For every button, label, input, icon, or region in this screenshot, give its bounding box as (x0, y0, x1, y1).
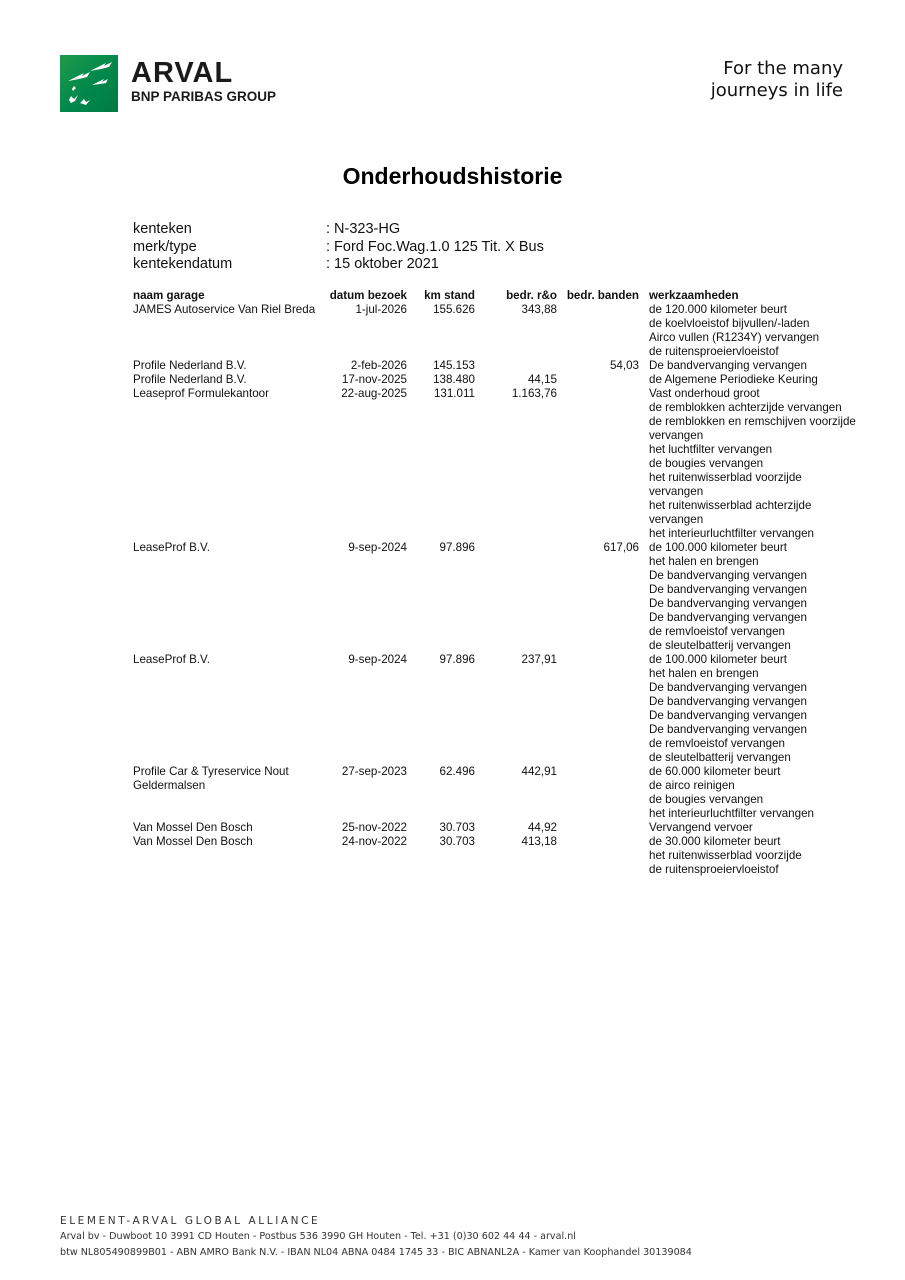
work-item: De bandvervanging vervangen (649, 681, 807, 694)
vehicle-info-value: : N-323-HG (326, 221, 401, 237)
work-item: het halen en brengen (649, 555, 759, 568)
work-item: De bandvervanging vervangen (649, 359, 807, 372)
brand-subtitle: BNP PARIBAS GROUP (131, 89, 277, 104)
header-km: km stand (424, 289, 475, 302)
work-item: vervangen (649, 513, 704, 526)
work-item: de remvloeistof vervangen (649, 625, 785, 638)
cell-garage: Van Mossel Den Bosch (133, 821, 253, 834)
vehicle-info-value: : 15 oktober 2021 (326, 256, 439, 272)
cell-km: 97.896 (439, 541, 475, 554)
cell-ro: 44,15 (527, 373, 557, 386)
work-item: het ruitenwisserblad voorzijde (649, 471, 802, 484)
table-row (133, 303, 873, 359)
cell-date: 24-nov-2022 (341, 835, 407, 848)
cell-garage: Leaseprof Formulekantoor (133, 387, 269, 400)
table-row (133, 765, 873, 821)
work-item: de 120.000 kilometer beurt (649, 303, 787, 316)
work-item: de sleutelbatterij vervangen (649, 639, 791, 652)
cell-date: 2-feb-2026 (350, 359, 407, 372)
footer-bank: btw NL805490899B01 - ABN AMRO Bank N.V. - IBAN NL04 ABNA 0484 1745 33 - BIC ABNANL2A - Kamer van Koophandel 30139084 (60, 1247, 692, 1258)
vehicle-info-label: kentekendatum (133, 256, 233, 272)
cell-km: 155.626 (433, 303, 475, 316)
work-item: Vast onderhoud groot (649, 387, 760, 400)
vehicle-info-label: kenteken (133, 221, 192, 237)
cell-ro: 1.163,76 (511, 387, 557, 400)
work-item: de 30.000 kilometer beurt (649, 835, 781, 848)
work-item: vervangen (649, 429, 704, 442)
cell-werkzaamheden (649, 821, 877, 835)
work-item: de koelvloeistof bijvullen/-laden (649, 317, 810, 330)
cell-km: 138.480 (433, 373, 475, 386)
footer-address: Arval bv - Duwboot 10 3991 CD Houten - Postbus 536 3990 GH Houten - Tel. +31 (0)30 602 44 44 - arval.nl (60, 1231, 576, 1242)
work-item: de ruitensproeiervloeistof (649, 863, 779, 876)
work-item: De bandvervanging vervangen (649, 583, 807, 596)
header-werk: werkzaamheden (649, 289, 739, 302)
table-body (133, 303, 873, 877)
work-item: De bandvervanging vervangen (649, 611, 807, 624)
cell-werkzaamheden (649, 765, 877, 821)
vehicle-info-label: merk/type (133, 238, 197, 255)
cell-werkzaamheden (649, 653, 877, 765)
work-item: het ruitenwisserblad achterzijde (649, 499, 812, 512)
cell-ro: 44,92 (527, 821, 557, 834)
cell-garage: LeaseProf B.V. (133, 541, 210, 554)
cell-banden: 54,03 (609, 359, 639, 372)
page-title: Onderhoudshistorie (342, 163, 563, 189)
cell-date: 1-jul-2026 (355, 303, 407, 316)
footer (60, 1214, 692, 1261)
cell-werkzaamheden (649, 303, 877, 359)
cell-werkzaamheden (649, 541, 877, 653)
work-item: vervangen (649, 485, 704, 498)
work-item: het interieurluchtfilter vervangen (649, 807, 814, 820)
cell-km: 62.496 (439, 765, 475, 778)
work-item: de remvloeistof vervangen (649, 737, 785, 750)
work-item: het ruitenwisserblad voorzijde (649, 849, 802, 862)
work-item: De bandvervanging vervangen (649, 597, 807, 610)
cell-garage: JAMES Autoservice Van Riel Breda (133, 303, 316, 316)
table-row (133, 373, 873, 387)
cell-km: 131.011 (433, 387, 475, 400)
work-item: de airco reinigen (649, 779, 735, 792)
cell-date: 22-aug-2025 (341, 387, 407, 400)
cell-ro: 413,18 (521, 835, 557, 848)
work-item: de 60.000 kilometer beurt (649, 765, 781, 778)
work-item: de remblokken achterzijde vervangen (649, 401, 842, 414)
tagline-line-1: For the many (723, 58, 843, 79)
work-item: de 100.000 kilometer beurt (649, 541, 787, 554)
table-row (133, 387, 873, 541)
table-row (133, 359, 873, 373)
cell-werkzaamheden (649, 373, 877, 387)
brand-wordmark (131, 58, 276, 105)
cell-date: 27-sep-2023 (341, 765, 407, 778)
work-item: de remblokken en remschijven voorzijde (649, 415, 856, 428)
cell-ro: 343,88 (521, 303, 557, 316)
work-item: de bougies vervangen (649, 457, 764, 470)
footer-alliance: ELEMENT-ARVAL GLOBAL ALLIANCE (60, 1215, 321, 1227)
header-date: datum bezoek (329, 289, 407, 302)
work-item: het interieurluchtfilter vervangen (649, 527, 814, 540)
table-header (133, 289, 873, 303)
work-item: Vervangend vervoer (649, 821, 753, 834)
header-ro: bedr. r&o (506, 289, 557, 302)
cell-garage: Profile Car & Tyreservice Nout Geldermalsen (133, 765, 289, 792)
brand-name: ARVAL (131, 57, 234, 89)
cell-km: 30.703 (439, 821, 475, 834)
work-item: het luchtfilter vervangen (649, 443, 773, 456)
cell-date: 17-nov-2025 (341, 373, 407, 386)
cell-km: 97.896 (439, 653, 475, 666)
work-item: De bandvervanging vervangen (649, 709, 807, 722)
table-row (133, 835, 873, 877)
work-item: de bougies vervangen (649, 793, 764, 806)
table-row (133, 653, 873, 765)
cell-garage: LeaseProf B.V. (133, 653, 210, 666)
work-item: de Algemene Periodieke Keuring (649, 373, 818, 386)
work-item: De bandvervanging vervangen (649, 695, 807, 708)
cell-km: 30.703 (439, 835, 475, 848)
birds-icon (60, 55, 118, 112)
cell-ro: 237,91 (521, 653, 557, 666)
cell-date: 9-sep-2024 (348, 653, 407, 666)
cell-banden: 617,06 (603, 541, 639, 554)
header-banden: bedr. banden (566, 289, 639, 302)
cell-werkzaamheden (649, 835, 877, 877)
cell-werkzaamheden (649, 359, 877, 373)
work-item: het halen en brengen (649, 667, 759, 680)
vehicle-info-value: : Ford Foc.Wag.1.0 125 Tit. X Bus (326, 238, 544, 255)
cell-date: 25-nov-2022 (341, 821, 407, 834)
work-item: de sleutelbatterij vervangen (649, 751, 791, 764)
cell-date: 9-sep-2024 (348, 541, 407, 554)
cell-garage: Profile Nederland B.V. (133, 373, 247, 386)
cell-garage: Van Mossel Den Bosch (133, 835, 253, 848)
cell-ro: 442,91 (521, 765, 557, 778)
table-row (133, 541, 873, 653)
tagline (711, 58, 843, 102)
work-item: de 100.000 kilometer beurt (649, 653, 787, 666)
cell-werkzaamheden (649, 387, 877, 541)
table-row (133, 821, 873, 835)
work-item: De bandvervanging vervangen (649, 723, 807, 736)
cell-km: 145.153 (433, 359, 475, 372)
work-item: De bandvervanging vervangen (649, 569, 807, 582)
arval-logo-icon (60, 55, 118, 112)
work-item: de ruitensproeiervloeistof (649, 345, 779, 358)
header-garage: naam garage (133, 289, 205, 302)
maintenance-table (133, 289, 873, 877)
tagline-line-2: journeys in life (710, 80, 843, 101)
cell-garage: Profile Nederland B.V. (133, 359, 247, 372)
work-item: Airco vullen (R1234Y) vervangen (649, 331, 820, 344)
